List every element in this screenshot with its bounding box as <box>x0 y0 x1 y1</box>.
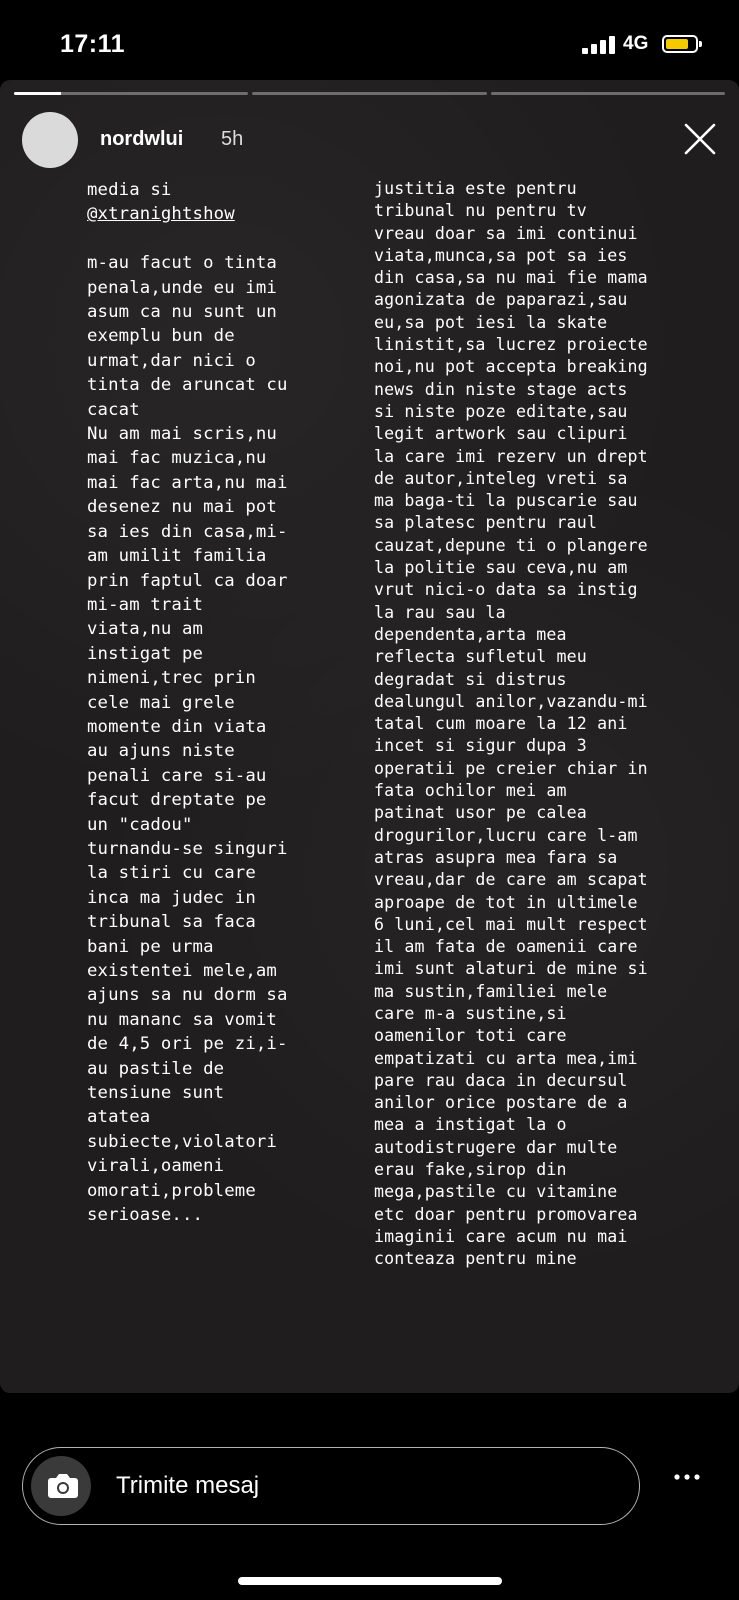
battery-icon <box>662 35 698 53</box>
story-text-line: justitia este pentru <box>374 179 577 198</box>
story-text-line: viata,munca,sa pot sa ies <box>374 245 628 265</box>
reply-placeholder: Trimite mesaj <box>116 1472 260 1499</box>
more-options-icon[interactable] <box>672 1472 702 1482</box>
home-indicator[interactable] <box>238 1577 502 1585</box>
story-text-line: aproape de tot in ultimele <box>374 892 638 912</box>
story-text-line: asum ca nu sunt un <box>87 302 277 323</box>
mention-link[interactable]: @xtranightshow <box>87 204 235 225</box>
story-text-line: mai fac muzica,nu <box>87 448 267 469</box>
story-text-line: atras asupra mea fara sa <box>374 847 618 867</box>
story-text-right <box>374 178 648 1271</box>
progress-segment-1 <box>14 92 248 95</box>
story-text-line: mea a instigat la o <box>374 1115 567 1135</box>
story-text-line: drogurilor,lucru care l-am <box>374 825 638 845</box>
story-text-line: turnandu-se singuri <box>87 838 288 859</box>
story-text-line: penala,unde eu imi <box>87 277 277 298</box>
close-icon[interactable] <box>683 122 717 156</box>
story-text-line: pare rau daca in decursul <box>374 1070 628 1090</box>
progress-segment-2 <box>252 92 486 95</box>
story-text-line: instigat pe <box>87 643 204 664</box>
story-text-line: news din niste stage acts <box>374 379 628 399</box>
story-text-line: cauzat,depune ti o plangere <box>374 535 648 555</box>
story-text-line: vrut nici-o data sa instig <box>374 580 638 600</box>
story-text-line: degradat si distrus <box>374 669 567 689</box>
story-text-line: un "cadou" <box>87 814 193 835</box>
story-text-line: virali,oameni <box>87 1156 225 1177</box>
story-text-line: oamenilor toti care <box>374 1026 567 1046</box>
progress-segment-3 <box>491 92 725 95</box>
story-text-line: vreau,dar de care am scapat <box>374 870 648 890</box>
story-card[interactable] <box>0 80 739 1393</box>
story-text-line: facut dreptate pe <box>87 790 267 811</box>
story-text-line: Nu am mai scris,nu <box>87 424 277 445</box>
story-text-line: existentei mele,am <box>87 961 277 981</box>
story-text-line: eu,sa pot iesi la skate <box>374 312 608 332</box>
story-text-line: omorati,probleme <box>87 1180 256 1201</box>
story-text-line: ajuns sa nu dorm sa <box>87 985 288 1006</box>
story-text-line: bani pe urma <box>87 936 214 957</box>
story-text-line: tribunal sa faca <box>87 912 256 933</box>
story-text-line: legit artwork sau clipuri <box>374 424 628 444</box>
story-progress-bar <box>14 92 725 95</box>
story-text-line: tatal cum moare la 12 ani <box>374 714 628 734</box>
status-time: 17:11 <box>60 30 126 58</box>
story-text-line: inca ma judec in <box>87 887 256 908</box>
story-text-line: sa platesc pentru raul <box>374 513 598 533</box>
story-text-line: sa ies din casa,mi- <box>87 521 288 542</box>
story-text-line: imi sunt alaturi de mine si <box>374 959 648 979</box>
story-text-line: m-au facut o tinta <box>87 253 277 274</box>
story-text-line: cele mai grele <box>87 692 235 713</box>
story-header <box>20 112 719 170</box>
story-text-line: la stiri cu care <box>87 863 256 884</box>
story-text-line: la politie sau ceva,nu am <box>374 558 628 578</box>
story-text-line: dependenta,arta mea <box>374 624 567 644</box>
story-text-line: de autor,inteleg vreti sa <box>374 468 628 488</box>
story-text-line: tinta de aruncat cu <box>87 375 288 396</box>
story-text-line: etc doar pentru promovarea <box>374 1204 638 1224</box>
story-text-line: au pastile de <box>87 1058 225 1079</box>
story-text-line: si niste poze editate,sau <box>374 401 628 421</box>
story-text-line: reflecta sufletul meu <box>374 647 587 667</box>
story-text-line: patinat usor pe calea <box>374 803 587 823</box>
story-text-line: incet si sigur dupa 3 <box>374 736 587 756</box>
story-text-line: dealungul anilor,vazandu-mi <box>374 691 648 711</box>
signal-strength-icon <box>582 36 616 54</box>
story-text-line: noi,nu pot accepta breaking <box>374 357 648 377</box>
story-text-line: am umilit familia <box>87 546 267 567</box>
battery-level <box>666 39 688 49</box>
story-text-line: conteaza pentru mine <box>374 1249 577 1269</box>
story-text-line: tensiune sunt <box>87 1083 225 1104</box>
story-text-line: autodistrugere dar multe <box>374 1137 618 1157</box>
story-text-line: anilor orice postare de a <box>374 1093 628 1113</box>
camera-button[interactable] <box>31 1456 91 1516</box>
story-text-line: empatizati cu arta mea,imi <box>374 1048 638 1068</box>
story-text-line: la care imi rezerv un drept <box>374 446 648 466</box>
story-text-line: de 4,5 ori pe zi,i- <box>87 1034 288 1055</box>
story-text-line: mi-am trait <box>87 594 204 615</box>
post-time: 5h <box>221 128 244 150</box>
story-text-line: mai fac arta,nu mai <box>87 472 288 493</box>
story-text-line: au ajuns niste <box>87 741 235 762</box>
story-text-line: linistit,sa lucrez proiecte <box>374 335 648 355</box>
story-text-line: subiecte,violatori <box>87 1131 277 1152</box>
story-text-line: serioase... <box>87 1205 204 1226</box>
story-text-line: 6 luni,cel mai mult respect <box>374 914 648 934</box>
story-text-line: ma baga-ti la puscarie sau <box>374 491 638 511</box>
story-text-line: mega,pastile cu vitamine <box>374 1182 618 1202</box>
story-text-line: viata,nu am <box>87 619 204 640</box>
story-text-line: din casa,sa nu mai fie mama <box>374 268 648 288</box>
story-text-line <box>87 227 288 251</box>
story-text-line: agonizata de paparazi,sau <box>374 290 628 310</box>
story-text-line: fata ochilor mei am <box>374 781 567 801</box>
avatar[interactable] <box>22 112 78 168</box>
reply-input[interactable] <box>22 1447 640 1525</box>
story-text-line: il am fata de oamenii care <box>374 937 638 957</box>
camera-icon <box>31 1456 91 1516</box>
story-text-line: care m-a sustine,si <box>374 1003 567 1023</box>
story-text-line: ma sustin,familiei mele <box>374 981 608 1001</box>
story-text-line: desenez nu mai pot <box>87 497 277 518</box>
story-text-line: prin faptul ca doar <box>87 570 288 591</box>
story-text-line: operatii pe creier chiar in <box>374 758 648 778</box>
username[interactable]: nordwlui <box>100 128 184 150</box>
story-text-line: urmat,dar nici o <box>87 350 256 371</box>
story-text-line: nu mananc sa vomit <box>87 1009 277 1030</box>
story-text-line: exemplu bun de <box>87 326 235 347</box>
story-text-line: atatea <box>87 1107 151 1128</box>
story-text-line: penali care si-au <box>87 765 267 786</box>
story-text-left <box>87 178 288 1227</box>
story-text-line: tribunal nu pentru tv <box>374 201 587 221</box>
story-text-line: cacat <box>87 399 140 420</box>
network-type: 4G <box>623 33 649 54</box>
story-text-line: vreau doar sa imi continui <box>374 223 638 243</box>
story-text-line: la rau sau la <box>374 602 506 622</box>
story-text-line: media si <box>87 180 172 200</box>
story-text-line: erau fake,sirop din <box>374 1160 567 1180</box>
story-text-line: momente din viata <box>87 716 267 737</box>
story-text-line: nimeni,trec prin <box>87 668 256 689</box>
story-text-line: imaginii care acum nu mai <box>374 1226 628 1246</box>
